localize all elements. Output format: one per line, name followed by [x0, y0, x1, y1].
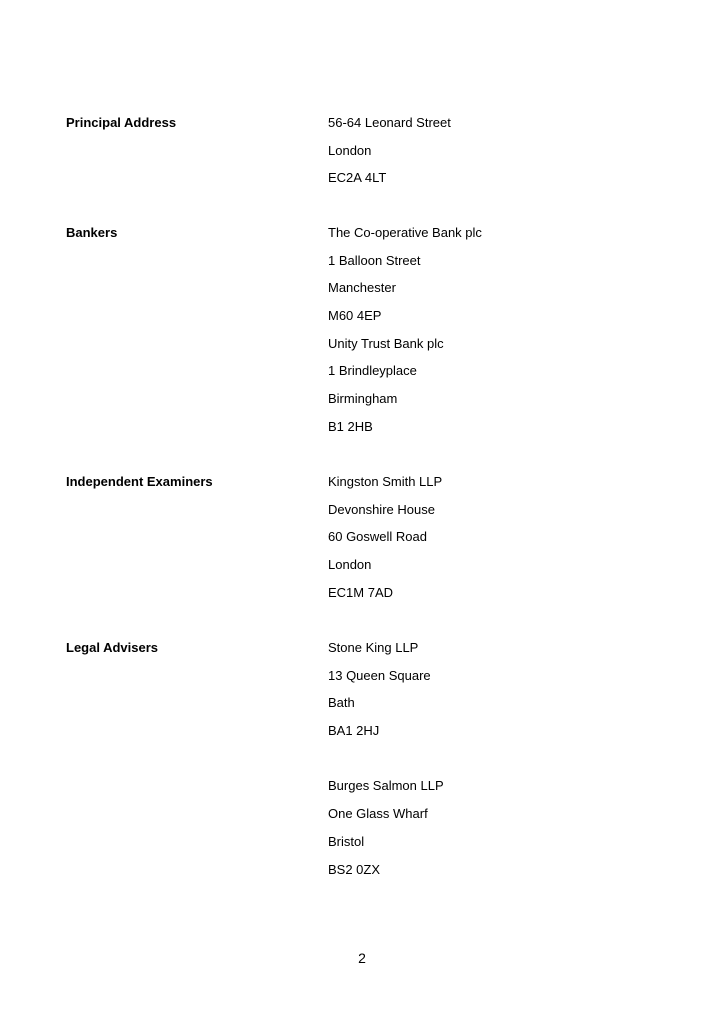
address-line: EC2A 4LT — [328, 170, 387, 186]
address-line: One Glass Wharf — [328, 806, 428, 822]
address-line: 1 Brindleyplace — [328, 363, 417, 379]
address-line: Unity Trust Bank plc — [328, 335, 444, 351]
section-label: Principal Address — [66, 115, 177, 130]
address-lines — [328, 640, 444, 889]
address-line: 1 Balloon Street — [328, 252, 421, 268]
address-line: Birmingham — [328, 391, 398, 407]
address-line-spacer — [328, 751, 444, 779]
address-lines — [328, 225, 482, 447]
address-line: Bath — [328, 695, 355, 711]
address-line: 56-64 Leonard Street — [328, 115, 451, 130]
address-line: BS2 0ZX — [328, 861, 381, 877]
address-line: The Co-operative Bank plc — [328, 225, 482, 240]
address-line: Burges Salmon LLP — [328, 778, 444, 794]
address-line: Stone King LLP — [328, 640, 419, 655]
page-number: 2 — [358, 950, 366, 966]
address-lines — [328, 474, 442, 612]
section-label: Independent Examiners — [66, 474, 213, 489]
address-line: London — [328, 557, 372, 573]
address-line: B1 2HB — [328, 418, 373, 434]
address-line: BA1 2HJ — [328, 723, 380, 739]
address-line: 60 Goswell Road — [328, 529, 427, 545]
address-line: 13 Queen Square — [328, 667, 431, 683]
section-label: Legal Advisers — [66, 640, 159, 655]
address-line: Bristol — [328, 833, 365, 849]
address-line: M60 4EP — [328, 308, 382, 324]
section-label: Bankers — [66, 225, 118, 240]
address-line: London — [328, 142, 372, 158]
address-line: Manchester — [328, 280, 396, 296]
address-lines — [328, 115, 451, 198]
address-line: Devonshire House — [328, 501, 435, 517]
address-line: EC1M 7AD — [328, 584, 394, 600]
address-line: Kingston Smith LLP — [328, 474, 443, 489]
